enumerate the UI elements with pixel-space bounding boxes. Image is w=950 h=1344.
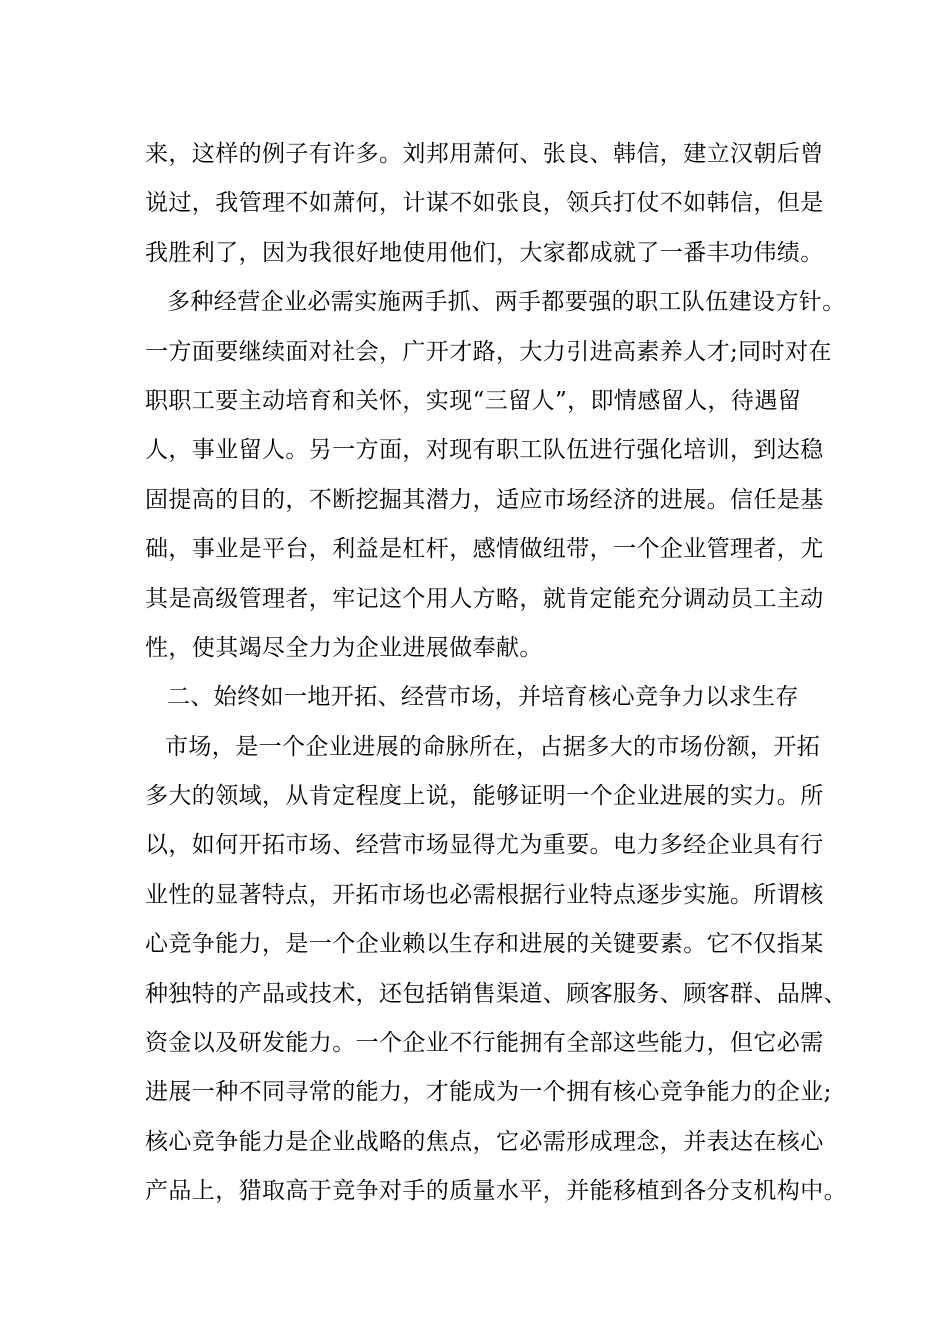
text-line: 产品上，猎取高于竞争对手的质量水平，并能移植到各分支机构中。 bbox=[145, 1178, 847, 1205]
section-heading: 二、始终如一地开拓、经营市场，并培育核心竞争力以求生存 bbox=[167, 684, 799, 711]
paragraph-start-line: 市场，是一个企业进展的命脉所在，占据多大的市场份额，开拓 bbox=[165, 733, 821, 760]
text-line: 以，如何开拓市场、经营市场显得尤为重要。电力多经企业具有行 bbox=[145, 832, 824, 859]
text-line: 说过，我管理不如萧何，计谋不如张良，领兵打仗不如韩信，但是 bbox=[145, 190, 824, 217]
text-line: 固提高的目的，不断挖掘其潜力，适应市场经济的进展。信任是基 bbox=[145, 486, 824, 513]
document-body bbox=[145, 130, 847, 1217]
text-line: 一方面要继续面对社会，广开才路，大力引进高素养人才;同时对在 bbox=[145, 338, 832, 365]
text-line: 我胜利了，因为我很好地使用他们，大家都成就了一番丰功伟绩。 bbox=[145, 239, 824, 266]
text-line: 业性的显著特点，开拓市场也必需根据行业特点逐步实施。所谓核 bbox=[145, 881, 824, 908]
text-line: 多大的领域，从肯定程度上说，能够证明一个企业进展的实力。所 bbox=[145, 783, 824, 810]
text-line: 其是高级管理者，牢记这个用人方略，就肯定能充分调动员工主动 bbox=[145, 585, 824, 612]
text-line: 种独特的产品或技术，还包括销售渠道、顾客服务、顾客群、品牌、 bbox=[145, 980, 847, 1007]
text-line: 性，使其竭尽全力为企业进展做奉献。 bbox=[145, 634, 543, 661]
text-line: 来，这样的例子有许多。刘邦用萧何、张良、韩信，建立汉朝后曾 bbox=[145, 141, 824, 167]
text-line: 职职工要主动培育和关怀，实现“三留人”，即情感留人，待遇留 bbox=[145, 387, 802, 414]
text-line: 心竞争能力，是一个企业赖以生存和进展的关键要素。它不仅指某 bbox=[145, 931, 824, 958]
text-line: 础，事业是平台，利益是杠杆，感情做纽带，一个企业管理者，尤 bbox=[145, 536, 824, 563]
paragraph-start-line: 多种经营企业必需实施两手抓、两手都要强的职工队伍建设方针。 bbox=[167, 289, 846, 316]
text-line: 人，事业留人。另一方面，对现有职工队伍进行强化培训，到达稳 bbox=[145, 437, 824, 464]
text-line: 核心竞争能力是企业战略的焦点，它必需形成理念，并表达在核心 bbox=[145, 1128, 824, 1155]
text-line: 进展一种不同寻常的能力，才能成为一个拥有核心竞争能力的企业; bbox=[145, 1079, 832, 1106]
text-line: 资金以及研发能力。一个企业不行能拥有全部这些能力，但它必需 bbox=[145, 1030, 824, 1057]
